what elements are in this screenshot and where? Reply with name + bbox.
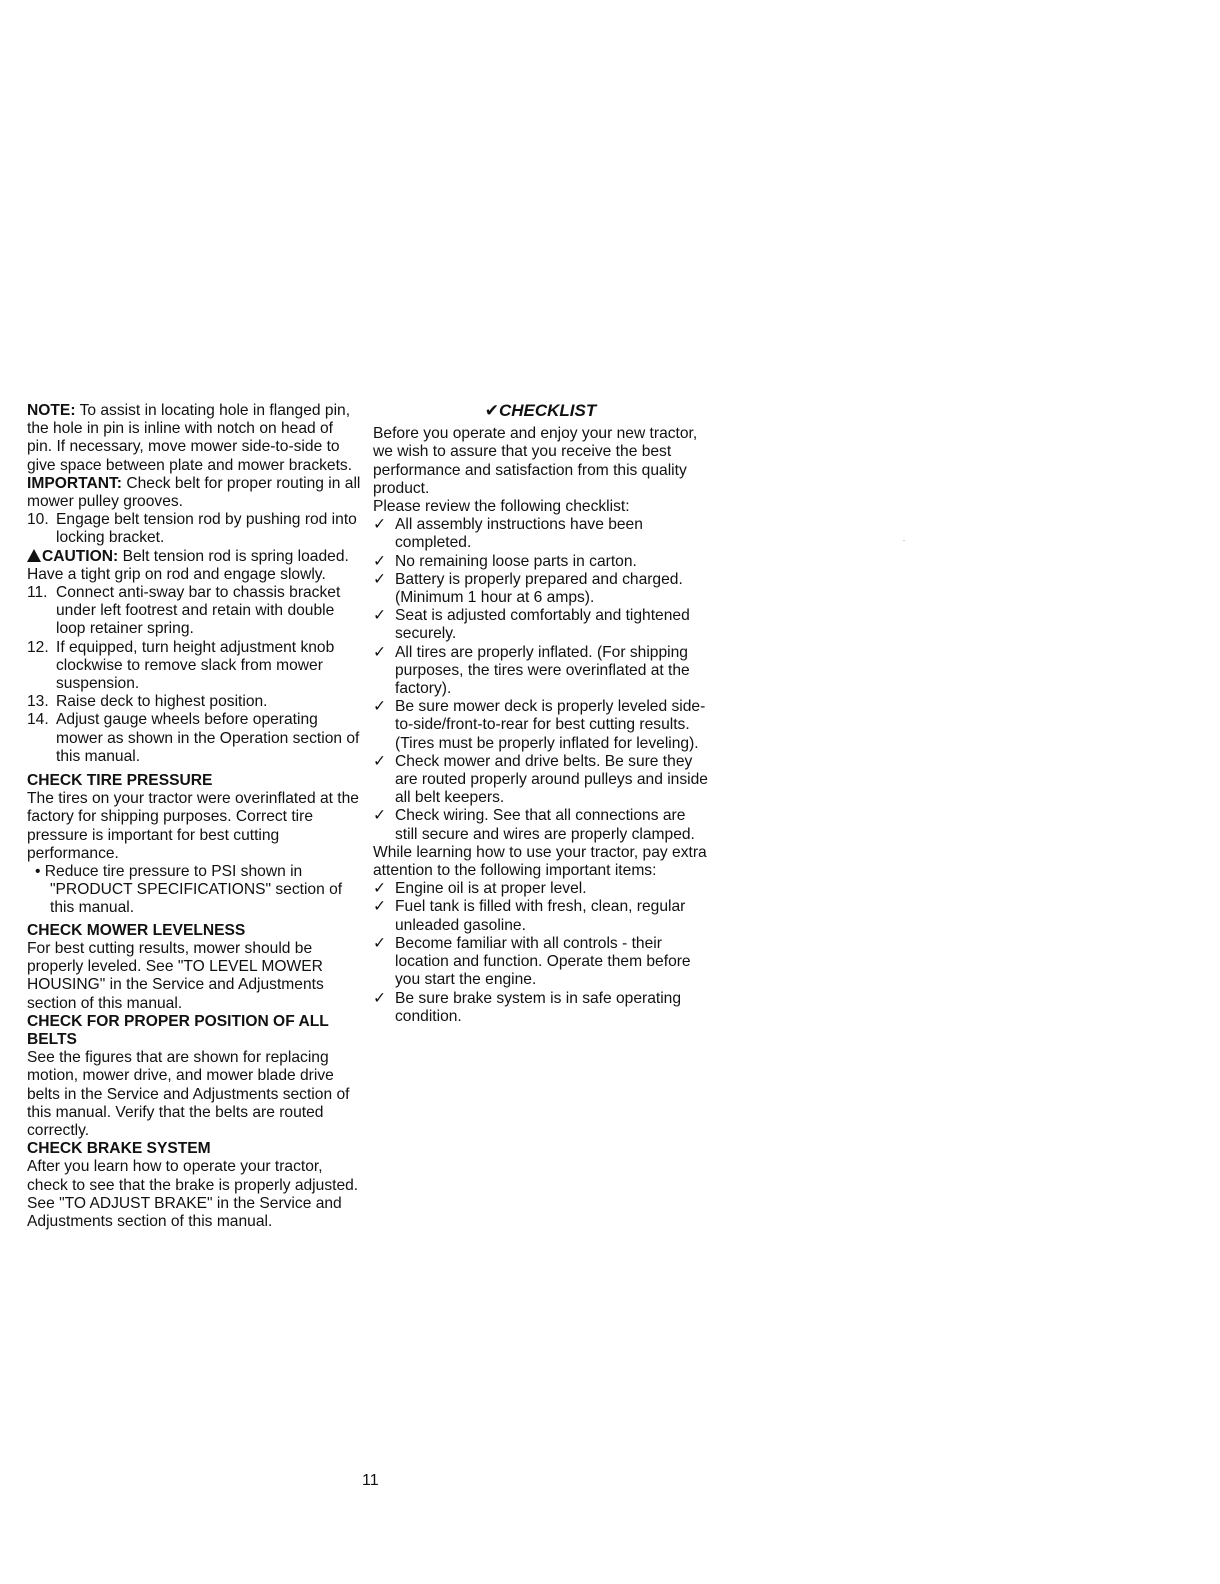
checklist-item — [373, 698, 708, 753]
step-14-text: Adjust gauge wheels before operating mower as shown in the Operation section of this manual. — [56, 711, 360, 765]
step-10-text: Engage belt tension rod by pushing rod into locking bracket. — [56, 511, 357, 547]
brake-text: After you learn how to operate your tractor, check to see that the brake is properly adjusted. See "TO ADJUST BRAKE" in the Service and Adjustments section of this manual. — [27, 1158, 359, 1230]
mower-levelness-heading: CHECK MOWER LEVELNESS — [27, 921, 246, 939]
caution-paragraph — [27, 548, 362, 584]
step-11-number: 11. — [27, 584, 48, 602]
step-13 — [27, 693, 362, 711]
checklist-item — [373, 644, 708, 699]
checklist-item — [373, 571, 708, 607]
important-item — [373, 935, 708, 990]
checklist-item — [373, 553, 708, 571]
checklist-item-text: Battery is properly prepared and charged.(Minimum 1 hour at 6 amps). — [395, 570, 683, 607]
important-label: IMPORTANT: — [27, 474, 122, 492]
step-12-number: 12. — [27, 638, 49, 656]
checklist-item — [373, 753, 708, 808]
caution-text: Belt tension rod is spring loaded. Have a tight grip on rod and engage slowly. — [27, 547, 349, 583]
brake-heading: CHECK BRAKE SYSTEM — [27, 1140, 211, 1158]
page-number: 11 — [362, 1472, 379, 1489]
important-item — [373, 990, 708, 1026]
checkmark-icon: ✓ — [373, 570, 387, 588]
checklist-item — [373, 516, 708, 552]
tire-pressure-heading: CHECK TIRE PRESSURE — [27, 772, 213, 790]
checklist-item-text: No remaining loose parts in carton. — [395, 552, 637, 570]
step-11-text: Connect anti-sway bar to chassis bracket under left footrest and retain with double loop retainer spring. — [56, 584, 341, 638]
checklist-title: ✔CHECKLIST — [484, 401, 597, 420]
checkmark-icon: ✓ — [373, 607, 387, 625]
caution-label: CAUTION: — [42, 547, 119, 565]
checklist-item-text: Be sure mower deck is properly leveled side-to-side/front-to-rear for best cutting results. (Tires must be properly inflated for leveling). — [395, 698, 706, 752]
checklist-intro: Before you operate and enjoy your new tractor, we wish to assure that you receive the best performance and satisfaction from this quality product. — [373, 425, 698, 497]
note-paragraph — [27, 402, 362, 475]
checkmark-icon: ✓ — [373, 989, 387, 1007]
step-10-number: 10. — [27, 511, 49, 529]
important-item — [373, 898, 708, 934]
checkmark-icon: ✓ — [373, 880, 387, 898]
important-item-text: Be sure brake system is in safe operating condition. — [395, 989, 682, 1025]
important-paragraph — [27, 475, 362, 511]
step-13-number: 13. — [27, 693, 49, 711]
checkmark-icon: ✓ — [373, 934, 387, 952]
checklist-item — [373, 607, 708, 643]
checkmark-icon: ✓ — [373, 698, 387, 716]
checklist-review: Please review the following checklist: — [373, 498, 630, 516]
tire-pressure-text: The tires on your tractor were overinflated at the factory for shipping purposes. Correct tire pressure is important for best cutting performance. — [27, 790, 359, 862]
step-10 — [27, 511, 362, 547]
note-label: NOTE: — [27, 402, 76, 419]
left-column — [27, 402, 362, 1231]
belts-text: See the figures that are shown for replacing motion, mower drive, and mower blade drive belts in the Service and Adjustments section of this manual. Verify that the belts are routed correctly. — [27, 1049, 350, 1139]
learning-paragraph: While learning how to use your tractor, pay extra attention to the following important items: — [373, 843, 707, 880]
important-item-text: Fuel tank is filled with fresh, clean, regular unleaded gasoline. — [395, 898, 686, 934]
belts-heading: CHECK FOR PROPER POSITION OF ALL BELTS — [27, 1012, 329, 1048]
checkmark-icon: ✓ — [373, 643, 387, 661]
step-14 — [27, 711, 362, 766]
warning-triangle-icon — [27, 549, 41, 562]
important-item-text: Become familiar with all controls - their location and function. Operate them before you start the engine. — [395, 934, 691, 989]
step-13-text: Raise deck to highest position. — [56, 693, 268, 711]
checkmark-icon: ✓ — [373, 898, 387, 916]
checkmark-icon: ✓ — [373, 807, 387, 825]
checklist-item-text: Check wiring. See that all connections are still secure and wires are properly clamped. — [395, 807, 695, 843]
step-11 — [27, 584, 362, 639]
checklist-item — [373, 807, 708, 843]
checkmark-icon: ✓ — [373, 516, 387, 534]
important-text: Check belt for proper routing in all mower pulley grooves. — [27, 474, 361, 511]
important-item — [373, 880, 708, 898]
checklist-item-text: Check mower and drive belts. Be sure they are routed properly around pulleys and inside all belt keepers. — [395, 752, 708, 807]
step-14-number: 14. — [27, 711, 49, 729]
checklist-item-text: All assembly instructions have been completed. — [395, 516, 643, 552]
important-item-text: Engine oil is at proper level. — [395, 880, 587, 898]
checkmark-icon: ✓ — [373, 752, 387, 770]
right-column — [373, 402, 708, 1026]
step-12 — [27, 639, 362, 694]
step-12-text: If equipped, turn height adjustment knob clockwise to remove slack from mower suspension. — [56, 638, 335, 693]
tire-pressure-bullet: • Reduce tire pressure to PSI shown in "PRODUCT SPECIFICATIONS" section of this manual. — [35, 863, 343, 917]
note-text: To assist in locating hole in flanged pin, the hole in pin is inline with notch on head of pin. If necessary, move mower side-to-side to give space between plate and mower brackets. — [27, 402, 353, 474]
mower-levelness-text: For best cutting results, mower should be properly leveled. See "TO LEVEL MOWER HOUSING" in the Service and Adjustments section of this manual. — [27, 939, 324, 1012]
checklist-item-text: All tires are properly inflated. (For shipping purposes, the tires were overinflated at the factory). — [395, 643, 690, 698]
scan-speck — [903, 540, 905, 541]
checklist-item-text: Seat is adjusted comfortably and tightened securely. — [395, 607, 690, 643]
checkmark-icon: ✓ — [373, 552, 387, 570]
